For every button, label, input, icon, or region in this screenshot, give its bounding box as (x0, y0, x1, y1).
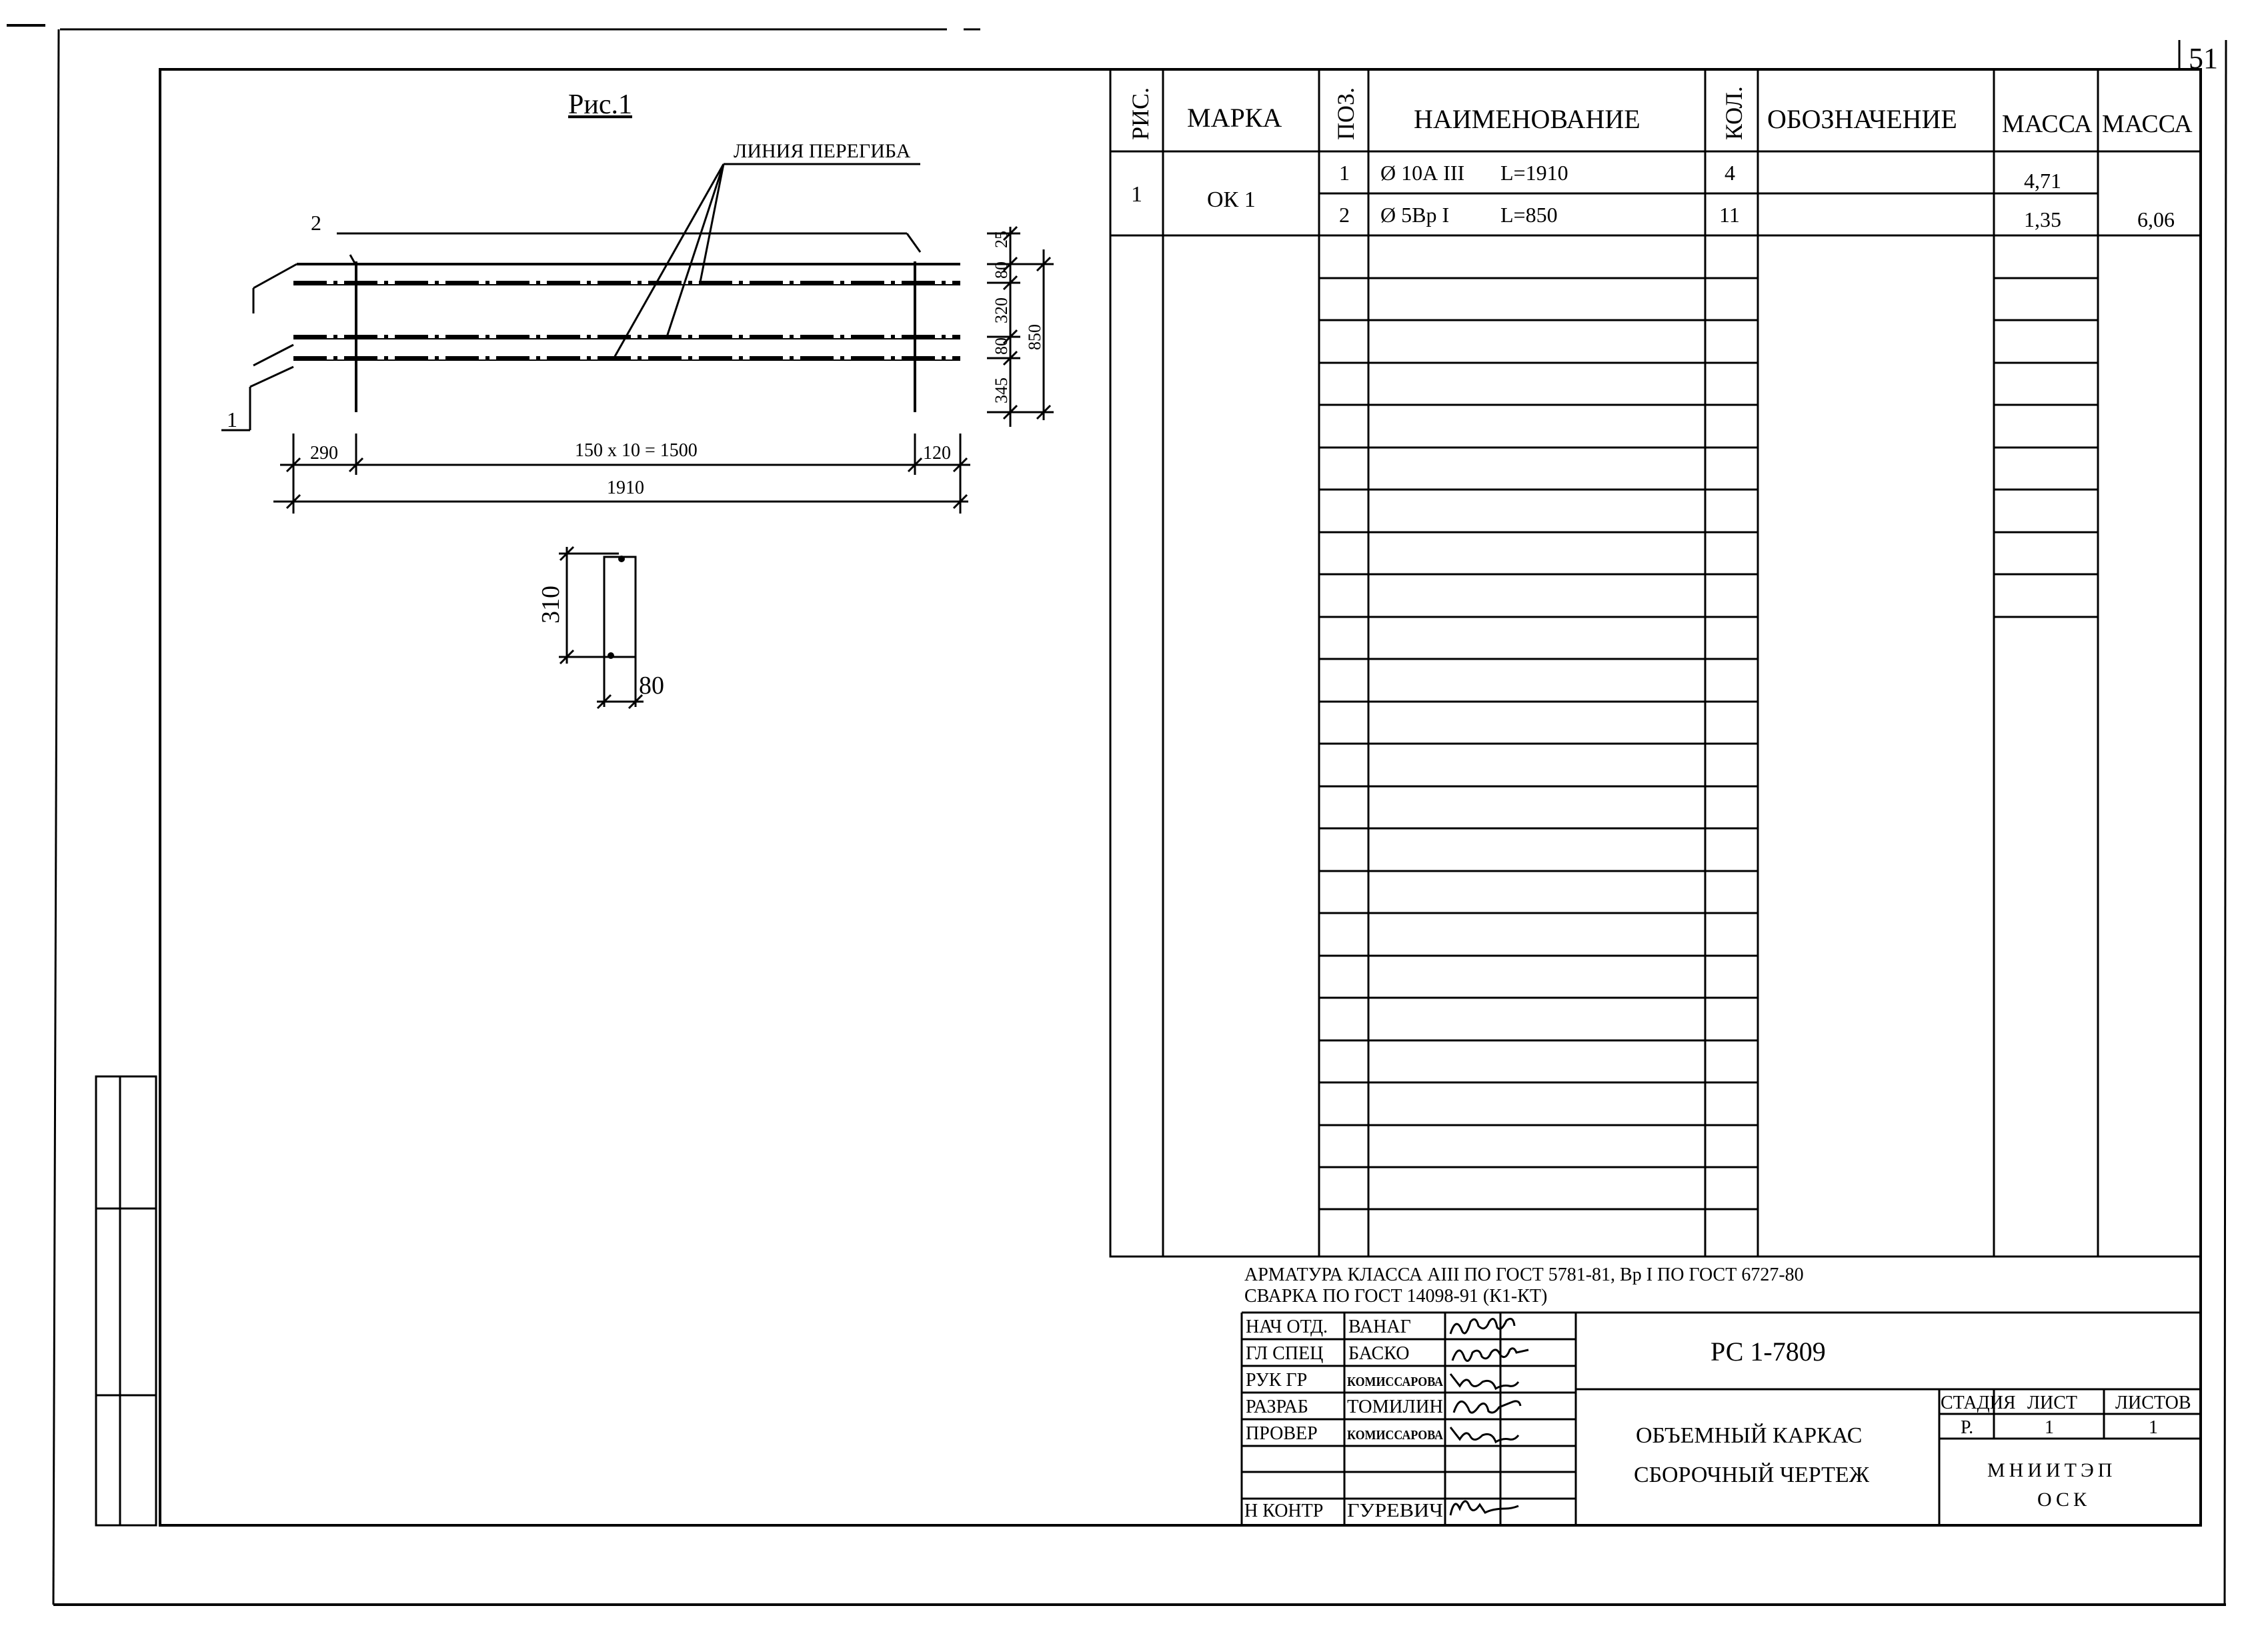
cell-mass: 1,35 (2024, 207, 2061, 231)
role-label: НАЧ ОТД. (1246, 1317, 1328, 1337)
header-ris: РИС. (1127, 87, 1154, 140)
binding-strip (96, 1076, 156, 1525)
role-label: РАЗРАБ (1246, 1397, 1308, 1417)
cell-name-a: Ø 10А III (1380, 161, 1465, 185)
figure-rebar-cage (221, 89, 1054, 708)
header-oboz: ОБОЗНАЧЕНИЕ (1767, 104, 1957, 134)
stage-label: СТАДИЯ (1941, 1393, 2016, 1413)
cell-kol: 4 (1725, 161, 1735, 185)
cell-ris: 1 (1131, 182, 1142, 207)
cell-total-mass: 6,06 (2137, 207, 2175, 231)
header-name: НАИМЕНОВАНИЕ (1414, 104, 1640, 134)
role-label: РУК ГР (1246, 1370, 1308, 1391)
cell-name-b: L=1910 (1500, 161, 1568, 185)
pos-marker-1: 1 (227, 408, 237, 432)
stage-value: Р. (1961, 1417, 1974, 1438)
header-massa-1: МАССА (2002, 110, 2093, 138)
dim-120: 120 (923, 443, 951, 464)
sheets-label: ЛИСТОВ (2115, 1393, 2191, 1413)
table-row (1131, 161, 2061, 212)
sheets-value: 1 (2149, 1417, 2158, 1438)
signature-gurevich (1450, 1501, 1518, 1515)
document-code: РС 1-7809 (1711, 1337, 1826, 1367)
title-block (1242, 1313, 2201, 1525)
note-rebar-class: АРМАТУРА КЛАССА АIII ПО ГОСТ 5781-81, Вр I ПО ГОСТ 6727-80 (1244, 1265, 1804, 1285)
bend-line-label: ЛИНИЯ ПЕРЕГИБА (734, 140, 911, 162)
dim-320: 320 (992, 297, 1011, 323)
header-massa-2: МАССА (2102, 110, 2193, 138)
sheet-label: ЛИСТ (2027, 1393, 2077, 1413)
spec-table (1110, 69, 2201, 1257)
header-marka: МАРКА (1187, 103, 1282, 133)
section-height-310: 310 (537, 586, 565, 624)
person-name: БАСКО (1348, 1343, 1410, 1364)
spec-table-grid (1110, 69, 2201, 1257)
sheet-frame (7, 25, 2226, 1605)
cell-poz: 1 (1339, 161, 1350, 185)
dim-1500: 150 х 10 = 1500 (575, 440, 698, 461)
note-welding: СВАРКА ПО ГОСТ 14098-91 (К1-КТ) (1244, 1286, 1548, 1307)
organization-name: МНИИТЭП (1987, 1459, 2117, 1481)
empty-row-lines (1319, 278, 2098, 1209)
dim-850: 850 (1025, 324, 1044, 350)
bend-line-leader (614, 164, 920, 359)
signature-tomilin (1454, 1401, 1520, 1413)
person-name: КОМИССАРОВА (1347, 1375, 1444, 1389)
dim-25: 25 (992, 231, 1011, 248)
dim-290: 290 (310, 443, 338, 464)
person-name: ТОМИЛИН (1347, 1397, 1443, 1417)
signature-vanag (1450, 1319, 1514, 1334)
cell-kol: 11 (1719, 203, 1740, 227)
organization-dept: ОСК (2037, 1489, 2091, 1511)
signature-basko (1452, 1349, 1528, 1361)
cell-marka: ОК 1 (1207, 187, 1256, 212)
section-bar-top (618, 556, 625, 562)
role-label: Н КОНТР (1244, 1501, 1324, 1521)
rebar-frame-view (221, 233, 960, 430)
person-name: ГУРЕВИЧ (1347, 1501, 1443, 1521)
signature-komissarova-2 (1450, 1427, 1518, 1442)
drawing-title-line2: СБОРОЧНЫЙ ЧЕРТЕЖ (1634, 1463, 1870, 1487)
cell-name-a: Ø 5Вр I (1380, 203, 1450, 227)
dim-80-top: 80 (992, 261, 1011, 279)
dim-1910: 1910 (607, 478, 644, 498)
person-name: ВАНАГ (1348, 1317, 1411, 1337)
header-poz: ПОЗ. (1332, 87, 1359, 140)
section-bar-bottom (608, 652, 614, 659)
cell-mass: 4,71 (2024, 169, 2061, 193)
cell-name-b: L=850 (1500, 203, 1558, 227)
dim-80-bottom: 80 (992, 337, 1011, 355)
dim-345: 345 (992, 377, 1011, 403)
header-kol: КОЛ. (1721, 86, 1747, 140)
section-width-80: 80 (639, 672, 664, 700)
signatures (1450, 1319, 1528, 1515)
drawing-title-line1: ОБЪЕМНЫЙ КАРКАС (1636, 1423, 1863, 1448)
cell-poz: 2 (1339, 203, 1350, 227)
sheet-value: 1 (2045, 1417, 2054, 1438)
signature-komissarova-1 (1450, 1374, 1518, 1389)
person-name: КОМИССАРОВА (1347, 1428, 1444, 1443)
role-label: ГЛ СПЕЦ (1246, 1343, 1324, 1364)
role-label: ПРОВЕР (1246, 1423, 1318, 1444)
cross-section (559, 547, 644, 708)
pos-marker-2: 2 (311, 211, 321, 235)
figure-title: Рис.1 (568, 89, 632, 120)
sheet-number: 51 (2189, 42, 2218, 75)
